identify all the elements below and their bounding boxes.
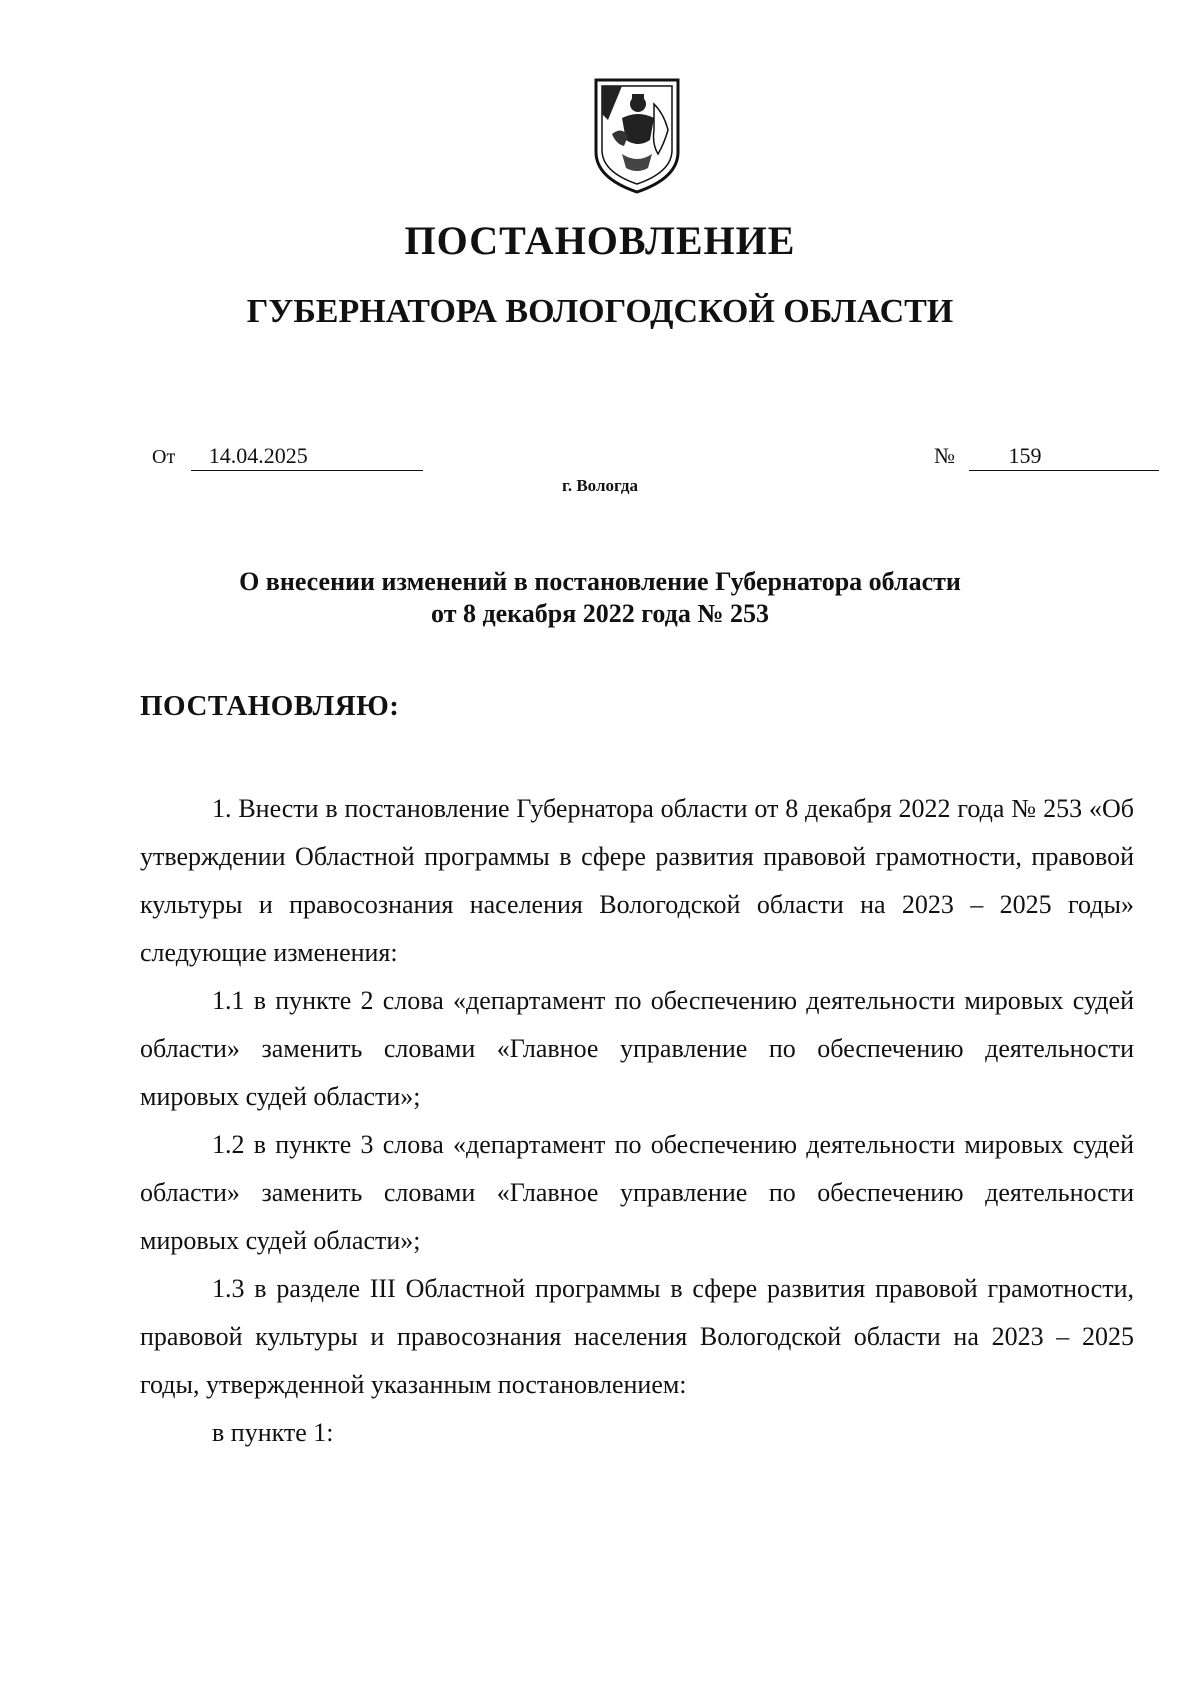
paragraph-item-1: в пункте 1: xyxy=(212,1418,334,1447)
paragraph-1-1: 1.1 в пункте 2 слова «департамент по обеспечению деятельности мировых судей области» заменить словами «Главное управление по обеспечению деятельности мировых судей области»; xyxy=(140,986,1134,1111)
subject xyxy=(150,566,1050,630)
subject-line-2: от 8 декабря 2022 года № 253 xyxy=(431,599,769,628)
date-label: От xyxy=(152,446,176,468)
paragraph-1-2: 1.2 в пункте 3 слова «департамент по обеспечению деятельности мировых судей области» заменить словами «Главное управление по обеспечению деятельности мировых судей области»; xyxy=(140,1130,1134,1255)
city: г. Вологда xyxy=(562,476,638,495)
document-subtitle: ГУБЕРНАТОРА ВОЛОГОДСКОЙ ОБЛАСТИ xyxy=(246,293,954,330)
paragraph-1-3: 1.3 в разделе III Областной программы в сфере развития правовой грамотности, правовой культуры и правосознания населения Вологодской области на 2023 – 2025 годы, утвержденной указанным постановлением: xyxy=(140,1274,1134,1399)
coat-of-arms-icon xyxy=(592,74,682,198)
number-label: № xyxy=(934,443,955,468)
date-value: 14.04.2025 xyxy=(191,442,423,471)
subject-line-1: О внесении изменений в постановление Губернатора области xyxy=(239,567,961,596)
document-body xyxy=(140,785,1134,1457)
document-title: ПОСТАНОВЛЕНИЕ xyxy=(404,218,796,263)
decree-heading: ПОСТАНОВЛЯЮ: xyxy=(140,690,400,722)
date-block xyxy=(152,442,423,471)
number-value: 159 xyxy=(969,442,1159,471)
number-block xyxy=(934,442,1159,471)
paragraph-1: 1. Внести в постановление Губернатора области от 8 декабря 2022 года № 253 «Об утверждении Областной программы в сфере развития правовой грамотности, правовой культуры и правосознания населения Вологодской области на 2023 – 2025 годы» следующие изменения: xyxy=(140,794,1134,967)
